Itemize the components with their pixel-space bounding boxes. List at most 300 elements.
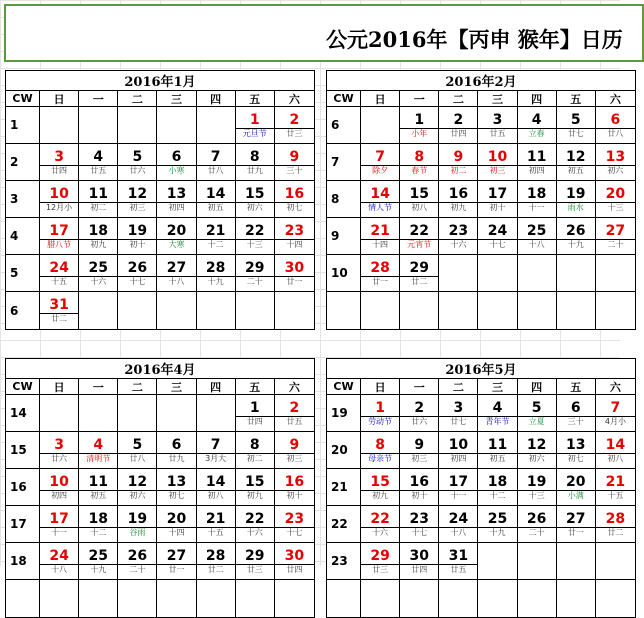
day-cell[interactable] (557, 395, 596, 432)
day-cell[interactable] (40, 255, 79, 292)
day-number: 28 (205, 547, 226, 564)
day-cell[interactable] (157, 218, 196, 255)
lunar-label: 廿三 (286, 128, 303, 138)
empty-cell[interactable] (197, 580, 236, 617)
day-cell[interactable] (596, 181, 635, 218)
lunar-label: 廿八 (207, 165, 224, 175)
day-number: 19 (127, 222, 148, 239)
weekday-header: 四 (197, 379, 236, 395)
day-number: 18 (88, 510, 108, 527)
empty-cell[interactable] (197, 395, 236, 432)
lunar-label: 十八 (450, 527, 467, 537)
day-cell[interactable] (361, 144, 400, 181)
day-cell[interactable] (361, 395, 400, 432)
empty-cell[interactable] (439, 292, 478, 329)
day-number: 25 (88, 547, 108, 564)
empty-cell[interactable] (361, 107, 400, 144)
day-cell[interactable] (118, 218, 157, 255)
lunar-label: 十二 (207, 239, 224, 249)
lunar-label: 初六 (607, 165, 624, 175)
day-number: 25 (88, 259, 108, 276)
day-number: 9 (414, 436, 425, 453)
day-cell[interactable] (157, 506, 196, 543)
day-cell[interactable] (557, 469, 596, 506)
weekday-header: 二 (439, 379, 478, 395)
day-cell[interactable] (400, 469, 439, 506)
day-cell[interactable] (557, 107, 596, 144)
empty-cell[interactable] (79, 580, 118, 617)
day-cell[interactable] (400, 107, 439, 144)
day-number: 11 (487, 436, 508, 453)
day-number: 29 (409, 259, 429, 276)
lunar-label: 三十 (286, 165, 303, 175)
day-cell[interactable] (275, 506, 314, 543)
lunar-label: 初十 (411, 490, 428, 500)
empty-cell[interactable] (40, 395, 79, 432)
lunar-label: 初五 (567, 165, 584, 175)
day-cell[interactable] (518, 144, 557, 181)
day-number: 14 (370, 185, 390, 202)
day-number: 28 (205, 259, 226, 276)
empty-cell[interactable] (40, 107, 79, 144)
day-cell[interactable] (439, 107, 478, 144)
day-cell[interactable] (197, 181, 236, 218)
day-cell[interactable] (275, 255, 314, 292)
day-cell[interactable] (40, 181, 79, 218)
empty-cell[interactable] (518, 255, 557, 292)
day-cell[interactable] (118, 181, 157, 218)
day-cell[interactable] (439, 395, 478, 432)
day-number: 16 (284, 473, 305, 490)
day-cell[interactable] (40, 506, 79, 543)
empty-cell[interactable] (157, 580, 196, 617)
lunar-label: 立夏 (528, 416, 545, 426)
day-cell[interactable] (400, 255, 439, 292)
empty-cell[interactable] (478, 543, 517, 580)
day-cell[interactable] (596, 218, 635, 255)
day-cell[interactable] (361, 218, 400, 255)
day-cell[interactable] (40, 292, 79, 329)
day-cell[interactable] (79, 218, 118, 255)
day-number: 29 (370, 547, 390, 564)
weekday-header: 四 (197, 91, 236, 107)
day-cell[interactable] (118, 144, 157, 181)
day-cell[interactable] (197, 432, 236, 469)
day-cell[interactable] (236, 543, 275, 580)
day-number: 6 (171, 436, 182, 453)
day-cell[interactable] (275, 395, 314, 432)
day-number: 22 (370, 510, 390, 527)
day-cell[interactable] (596, 506, 635, 543)
day-cell[interactable] (400, 543, 439, 580)
lunar-label: 廿二 (207, 564, 224, 574)
lunar-label: 青年节 (485, 416, 510, 426)
day-cell[interactable] (478, 469, 517, 506)
day-number: 24 (49, 259, 69, 276)
day-cell[interactable] (557, 506, 596, 543)
empty-cell[interactable] (118, 395, 157, 432)
day-cell[interactable] (478, 107, 517, 144)
weekday-header: CW (6, 379, 40, 395)
day-cell[interactable] (275, 144, 314, 181)
empty-cell[interactable] (79, 292, 118, 329)
lunar-label: 十八 (168, 276, 185, 286)
day-number: 24 (487, 222, 508, 239)
lunar-label: 廿五 (450, 564, 467, 574)
day-cell[interactable] (478, 181, 517, 218)
empty-cell[interactable] (197, 107, 236, 144)
day-cell[interactable] (478, 395, 517, 432)
day-cell[interactable] (518, 432, 557, 469)
lunar-label: 十九 (567, 239, 584, 249)
lunar-label: 十五 (607, 490, 624, 500)
day-number: 18 (487, 473, 508, 490)
lunar-label: 十三 (246, 239, 263, 249)
day-cell[interactable] (518, 506, 557, 543)
day-cell[interactable] (40, 218, 79, 255)
day-cell[interactable] (157, 432, 196, 469)
empty-cell[interactable] (557, 292, 596, 329)
day-cell[interactable] (557, 144, 596, 181)
day-cell[interactable] (275, 469, 314, 506)
day-cell[interactable] (439, 144, 478, 181)
day-cell[interactable] (157, 469, 196, 506)
day-number: 19 (526, 473, 547, 490)
day-number: 21 (370, 222, 390, 239)
empty-cell[interactable] (439, 255, 478, 292)
day-cell[interactable] (197, 255, 236, 292)
weekday-header: 二 (118, 91, 157, 107)
day-number: 7 (610, 399, 621, 416)
day-cell[interactable] (275, 432, 314, 469)
day-number: 7 (210, 148, 221, 165)
day-number: 30 (284, 547, 305, 564)
lunar-label: 大寒 (168, 239, 185, 249)
day-number: 3 (492, 111, 503, 128)
month-block-apr (5, 358, 315, 618)
day-cell[interactable] (40, 469, 79, 506)
day-number: 20 (166, 222, 187, 239)
day-number: 8 (249, 148, 260, 165)
day-cell[interactable] (236, 432, 275, 469)
day-number: 15 (245, 473, 265, 490)
day-cell[interactable] (236, 506, 275, 543)
day-cell[interactable] (118, 543, 157, 580)
empty-cell[interactable] (596, 292, 635, 329)
lunar-label: 4月小 (604, 416, 626, 426)
weekday-header: 六 (596, 91, 635, 107)
day-cell[interactable] (439, 506, 478, 543)
day-cell[interactable] (361, 469, 400, 506)
day-cell[interactable] (400, 181, 439, 218)
day-cell[interactable] (236, 395, 275, 432)
day-cell[interactable] (596, 432, 635, 469)
day-cell[interactable] (439, 181, 478, 218)
day-cell[interactable] (157, 543, 196, 580)
day-number: 4 (93, 436, 104, 453)
day-cell[interactable] (157, 181, 196, 218)
empty-cell[interactable] (478, 580, 517, 617)
lunar-label: 十二 (90, 527, 107, 537)
day-cell[interactable] (79, 144, 118, 181)
lunar-label: 小满 (567, 490, 584, 500)
lunar-label: 初八 (607, 453, 624, 463)
empty-cell[interactable] (596, 255, 635, 292)
day-number: 7 (210, 436, 221, 453)
day-number: 9 (289, 436, 300, 453)
lunar-label: 三十 (567, 416, 584, 426)
lunar-label: 廿五 (90, 165, 107, 175)
lunar-label: 十六 (450, 239, 467, 249)
lunar-label: 十九 (489, 527, 506, 537)
day-cell[interactable] (518, 395, 557, 432)
empty-cell[interactable] (596, 580, 635, 617)
day-number: 24 (448, 510, 469, 527)
lunar-label: 母亲节 (368, 453, 393, 463)
day-cell[interactable] (40, 432, 79, 469)
empty-cell[interactable] (118, 292, 157, 329)
day-cell[interactable] (157, 255, 196, 292)
day-cell[interactable] (596, 144, 635, 181)
week-number: 21 (327, 469, 361, 506)
lunar-label: 廿二 (411, 276, 428, 286)
day-cell[interactable] (478, 218, 517, 255)
empty-cell[interactable] (557, 543, 596, 580)
empty-cell[interactable] (557, 255, 596, 292)
weekday-header: 日 (361, 379, 400, 395)
day-cell[interactable] (40, 144, 79, 181)
day-cell[interactable] (197, 218, 236, 255)
empty-cell[interactable] (275, 580, 314, 617)
day-number: 1 (414, 111, 425, 128)
day-number: 20 (166, 510, 187, 527)
day-cell[interactable] (400, 395, 439, 432)
empty-cell[interactable] (400, 580, 439, 617)
day-cell[interactable] (478, 144, 517, 181)
day-cell[interactable] (40, 543, 79, 580)
day-cell[interactable] (439, 218, 478, 255)
empty-cell[interactable] (361, 292, 400, 329)
day-number: 9 (453, 148, 464, 165)
weekday-header: 三 (478, 379, 517, 395)
day-cell[interactable] (118, 432, 157, 469)
day-number: 23 (284, 510, 305, 527)
day-cell[interactable] (518, 469, 557, 506)
day-cell[interactable] (236, 181, 275, 218)
lunar-label: 十五 (207, 527, 224, 537)
lunar-label: 十一 (450, 490, 467, 500)
weekday-header: 一 (400, 379, 439, 395)
day-cell[interactable] (118, 255, 157, 292)
day-number: 3 (453, 399, 464, 416)
empty-cell[interactable] (439, 580, 478, 617)
lunar-label: 十三 (528, 490, 545, 500)
day-cell[interactable] (400, 506, 439, 543)
empty-cell[interactable] (518, 292, 557, 329)
lunar-label: 十四 (168, 527, 185, 537)
day-cell[interactable] (79, 506, 118, 543)
week-number: 14 (6, 395, 40, 432)
empty-cell[interactable] (518, 543, 557, 580)
lunar-label: 廿六 (129, 165, 146, 175)
week-number: 6 (327, 107, 361, 144)
lunar-label: 廿三 (372, 564, 389, 574)
lunar-label: 春节 (411, 165, 428, 175)
day-cell[interactable] (157, 144, 196, 181)
day-cell[interactable] (518, 107, 557, 144)
day-cell[interactable] (478, 506, 517, 543)
empty-cell[interactable] (275, 292, 314, 329)
day-number: 20 (566, 473, 586, 490)
day-cell[interactable] (79, 469, 118, 506)
lunar-label: 廿三 (246, 564, 263, 574)
day-cell[interactable] (79, 255, 118, 292)
weekday-header: 二 (118, 379, 157, 395)
day-cell[interactable] (236, 144, 275, 181)
day-number: 5 (132, 148, 143, 165)
empty-cell[interactable] (118, 580, 157, 617)
day-cell[interactable] (400, 432, 439, 469)
empty-cell[interactable] (478, 292, 517, 329)
day-cell[interactable] (557, 432, 596, 469)
week-number: 20 (327, 432, 361, 469)
weekday-header: CW (327, 91, 361, 107)
empty-cell[interactable] (79, 107, 118, 144)
day-cell[interactable] (361, 432, 400, 469)
day-cell[interactable] (439, 543, 478, 580)
day-number: 5 (132, 436, 143, 453)
day-number: 27 (605, 222, 626, 239)
day-cell[interactable] (197, 469, 236, 506)
day-number: 26 (566, 222, 586, 239)
day-cell[interactable] (596, 395, 635, 432)
empty-cell[interactable] (518, 580, 557, 617)
day-number: 29 (245, 547, 265, 564)
empty-cell[interactable] (197, 292, 236, 329)
day-cell[interactable] (361, 543, 400, 580)
lunar-label: 初四 (528, 165, 545, 175)
day-cell[interactable] (275, 218, 314, 255)
weekday-header: 六 (596, 379, 635, 395)
day-cell[interactable] (236, 218, 275, 255)
lunar-label: 初八 (411, 202, 428, 212)
empty-cell[interactable] (236, 580, 275, 617)
lunar-label: 元宵节 (407, 239, 432, 249)
day-cell[interactable] (596, 107, 635, 144)
day-cell[interactable] (275, 107, 314, 144)
lunar-label: 十八 (528, 239, 545, 249)
week-number: 16 (6, 469, 40, 506)
empty-cell[interactable] (79, 395, 118, 432)
lunar-label: 十一 (51, 527, 68, 537)
day-cell[interactable] (596, 469, 635, 506)
day-number: 27 (166, 547, 187, 564)
empty-cell[interactable] (157, 292, 196, 329)
day-number: 6 (570, 399, 581, 416)
lunar-label: 廿九 (246, 165, 263, 175)
day-number: 22 (409, 222, 429, 239)
lunar-label: 初十 (489, 202, 506, 212)
lunar-label: 初三 (489, 165, 506, 175)
empty-cell[interactable] (157, 107, 196, 144)
day-cell[interactable] (557, 218, 596, 255)
lunar-label: 廿二 (607, 527, 624, 537)
day-cell[interactable] (197, 543, 236, 580)
empty-cell[interactable] (236, 292, 275, 329)
day-cell[interactable] (557, 181, 596, 218)
day-cell[interactable] (361, 181, 400, 218)
day-cell[interactable] (118, 469, 157, 506)
lunar-label: 廿六 (411, 416, 428, 426)
day-cell[interactable] (79, 432, 118, 469)
lunar-label: 十三 (607, 202, 624, 212)
day-cell[interactable] (361, 506, 400, 543)
lunar-label: 初五 (90, 490, 107, 500)
lunar-label: 初四 (450, 453, 467, 463)
empty-cell[interactable] (118, 107, 157, 144)
week-number: 15 (6, 432, 40, 469)
day-cell[interactable] (275, 543, 314, 580)
day-cell[interactable] (439, 469, 478, 506)
day-cell[interactable] (478, 432, 517, 469)
day-number: 23 (409, 510, 429, 527)
lunar-label: 二十 (129, 564, 146, 574)
day-cell[interactable] (79, 181, 118, 218)
day-cell[interactable] (518, 181, 557, 218)
day-cell[interactable] (275, 181, 314, 218)
day-cell[interactable] (197, 506, 236, 543)
day-cell[interactable] (400, 218, 439, 255)
day-cell[interactable] (236, 469, 275, 506)
day-cell[interactable] (439, 432, 478, 469)
month-block-feb (326, 70, 636, 330)
day-cell[interactable] (400, 144, 439, 181)
lunar-label: 廿一 (286, 276, 303, 286)
day-cell[interactable] (79, 543, 118, 580)
day-number: 2 (414, 399, 425, 416)
empty-cell[interactable] (478, 255, 517, 292)
empty-cell[interactable] (596, 543, 635, 580)
weekday-header: 二 (439, 91, 478, 107)
empty-cell[interactable] (400, 292, 439, 329)
day-cell[interactable] (236, 107, 275, 144)
week-number (6, 580, 40, 617)
week-number (327, 580, 361, 617)
day-number: 6 (610, 111, 621, 128)
week-number: 8 (327, 181, 361, 218)
week-number: 1 (6, 107, 40, 144)
empty-cell[interactable] (361, 580, 400, 617)
lunar-label: 廿六 (51, 453, 68, 463)
empty-cell[interactable] (557, 580, 596, 617)
day-cell[interactable] (518, 218, 557, 255)
lunar-label: 初八 (207, 490, 224, 500)
day-cell[interactable] (361, 255, 400, 292)
empty-cell[interactable] (40, 580, 79, 617)
day-number: 10 (49, 473, 69, 490)
day-number: 12 (127, 185, 148, 202)
lunar-label: 初十 (129, 239, 146, 249)
lunar-label: 初三 (411, 453, 428, 463)
day-cell[interactable] (197, 144, 236, 181)
day-number: 12 (526, 436, 547, 453)
empty-cell[interactable] (157, 395, 196, 432)
day-cell[interactable] (118, 506, 157, 543)
day-cell[interactable] (236, 255, 275, 292)
lunar-label: 十七 (489, 239, 506, 249)
lunar-label: 初十 (286, 490, 303, 500)
lunar-label: 十五 (51, 276, 68, 286)
